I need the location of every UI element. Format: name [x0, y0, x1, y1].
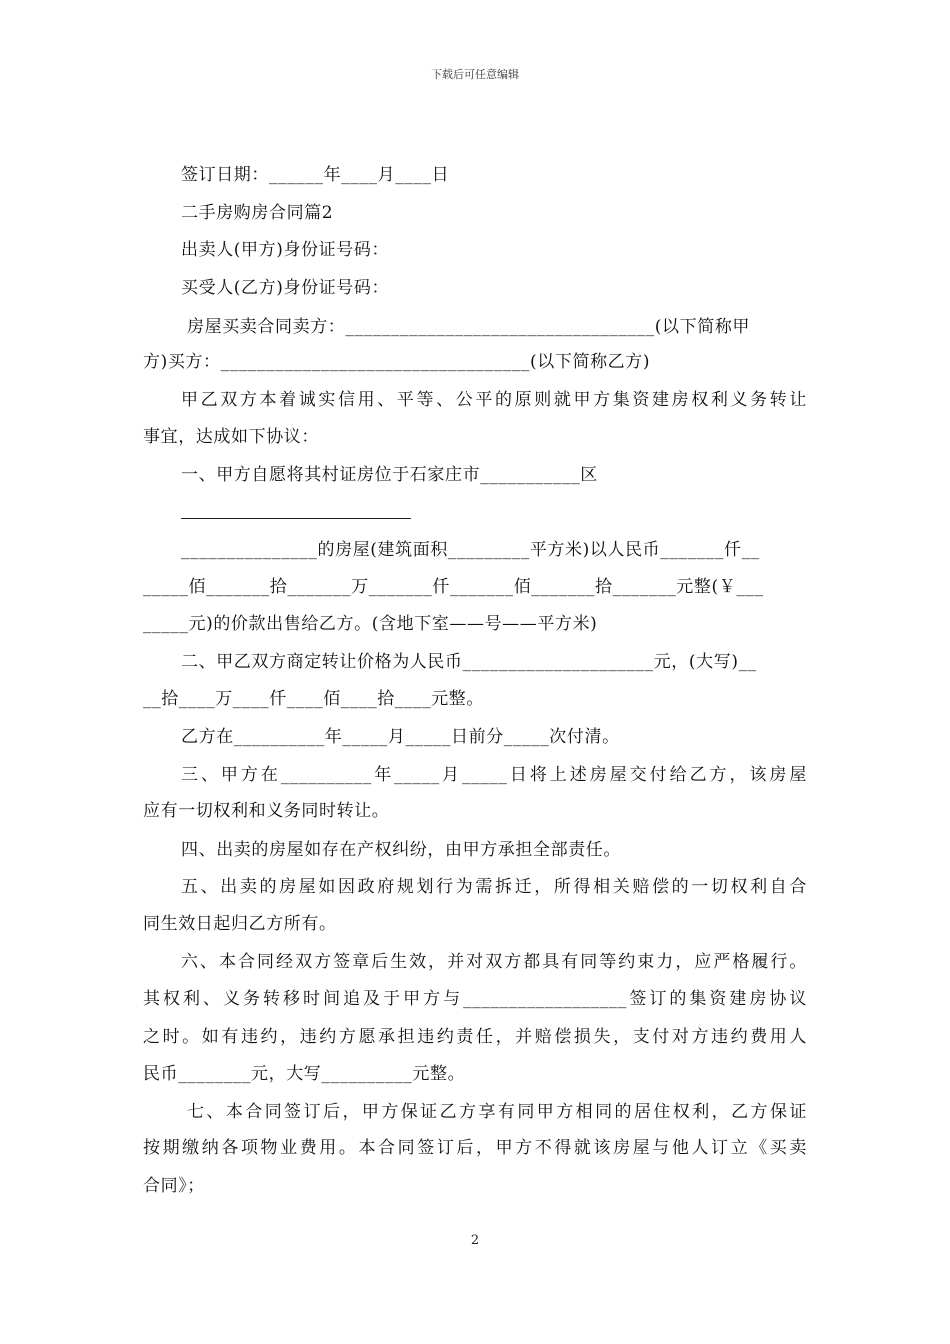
- preamble-line-1: 甲乙双方本着诚实信用、平等、公平的原则就甲方集资建房权利义务转让: [181, 390, 807, 410]
- buyer-id-line: 买受人(乙方)身份证号码：: [181, 278, 390, 298]
- blank-underline: [181, 518, 411, 519]
- clause-2-line-2: __拾____万____仟____佰____拾____元整。: [143, 689, 484, 709]
- clause-1-line-1: 一、甲方自愿将其村证房位于石家庄市___________区: [181, 465, 598, 485]
- contract-section-title: 二手房购房合同篇2: [181, 203, 334, 223]
- preamble-line-2: 事宜，达成如下协议：: [143, 427, 319, 447]
- clause-6-line-3: 之时。如有违约，违约方愿承担违约责任，并赔偿损失，支付对方违约费用人: [143, 1027, 807, 1047]
- clause-1-line-2: _______________的房屋(建筑面积_________平方米)以人民币_______仟__: [181, 540, 760, 560]
- clause-1-line-4: _____元)的价款出售给乙方。(含地下室——号——平方米): [143, 614, 598, 634]
- clause-7-line-3: 合同》；: [143, 1176, 205, 1196]
- seller-id-line: 出卖人(甲方)身份证号码：: [181, 240, 390, 260]
- page-number: 2: [470, 1233, 480, 1248]
- clause-6-line-4: 民币________元，大写__________元整。: [143, 1064, 466, 1084]
- contract-parties-line-1: 房屋买卖合同卖方：__________________________________(以下简称甲: [187, 317, 751, 337]
- clause-5-line-1: 五、出卖的房屋如因政府规划行为需拆迁，所得相关赔偿的一切权利自合: [181, 877, 807, 897]
- payment-line: 乙方在__________年_____月_____日前分_____次付清。: [181, 727, 620, 747]
- contract-parties-line-2: 方)买方：__________________________________(以下简称乙方): [143, 352, 651, 372]
- clause-6-line-2: 其权利、义务转移时间追及于甲方与__________________签订的集资建房协议: [143, 989, 807, 1009]
- clause-4-line: 四、出卖的房屋如存在产权纠纷，由甲方承担全部责任。: [181, 840, 621, 860]
- clause-6-line-1: 六、本合同经双方签章后生效，并对双方都具有同等约束力，应严格履行。: [181, 952, 807, 972]
- page-header: 下载后可任意编辑: [431, 68, 519, 81]
- clause-5-line-2: 同生效日起归乙方所有。: [143, 914, 337, 934]
- clause-3-line-1: 三、甲方在__________年_____月_____日将上述房屋交付给乙方，该房屋: [181, 765, 807, 785]
- clause-7-line-2: 按期缴纳各项物业费用。本合同签订后，甲方不得就该房屋与他人订立《买卖: [143, 1138, 807, 1158]
- clause-7-line-1: 七、本合同签订后，甲方保证乙方享有同甲方相同的居住权利，乙方保证: [187, 1102, 807, 1122]
- clause-2-line-1: 二、甲乙双方商定转让价格为人民币_____________________元，(大写)__: [181, 652, 757, 672]
- clause-1-line-3: _____佰_______拾_______万_______仟_______佰_______拾_______元整(￥___: [143, 577, 764, 597]
- clause-3-line-2: 应有一切权利和义务同时转让。: [143, 801, 390, 821]
- signing-date-line: 签订日期：______年____月____日: [181, 165, 450, 185]
